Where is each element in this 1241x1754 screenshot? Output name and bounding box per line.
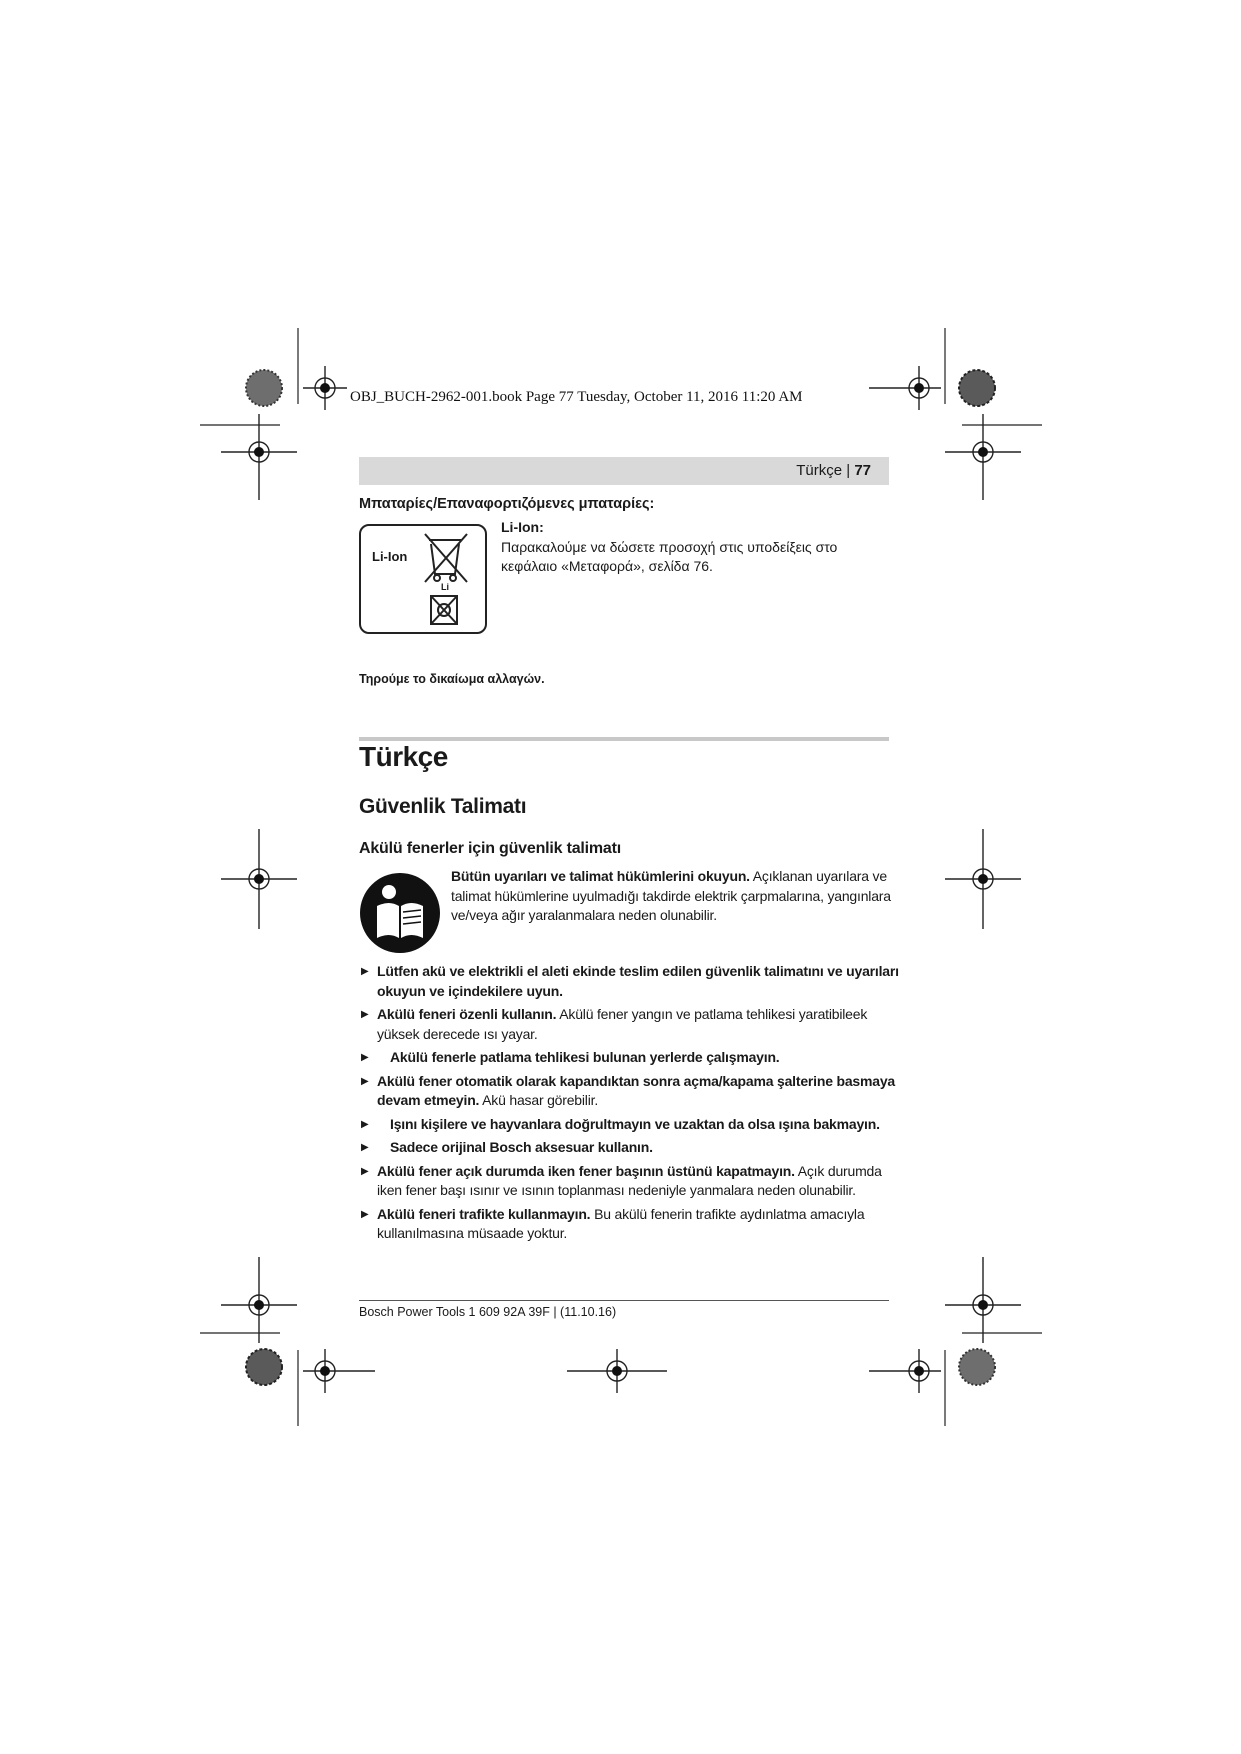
footer-text: Bosch Power Tools 1 609 92A 39F | (11.10.16) bbox=[359, 1305, 617, 1319]
flashlight-safety-heading: Akülü fenerler için güvenlik talimatı bbox=[359, 840, 622, 857]
liion-disposal-symbol-box bbox=[359, 524, 487, 634]
list-item: ▶ Akülü fener otomatik olarak kapandıktan sonra açma/kapama şalterine basmaya devam etmeyin. Akü hasar görebilir. bbox=[359, 1072, 899, 1111]
language-title: Türkçe bbox=[359, 741, 448, 772]
intro-paragraph bbox=[451, 867, 891, 926]
print-header: OBJ_BUCH-2962-001.book Page 77 Tuesday, October 11, 2016 11:20 AM bbox=[350, 389, 803, 405]
list-item: ▶ Akülü feneri trafikte kullanmayın. Bu akülü fenerin trafikte aydınlatma amacıyla kullanılmasına müsaade yoktur. bbox=[359, 1205, 899, 1244]
battery-heading: Μπαταρίες/Επαναφορτιζόμενες μπαταρίες: bbox=[359, 496, 655, 512]
rights-reserved-note: Τηρούμε το δικαίωμα αλλαγών. bbox=[359, 672, 545, 686]
liion-title: Li-Ion: bbox=[501, 519, 544, 535]
footer-rule bbox=[359, 1300, 889, 1301]
running-head-label: Türkçe | bbox=[796, 462, 855, 479]
intro-bold: Bütün uyarıları ve talimat hükümlerini okuyun. bbox=[451, 868, 750, 884]
list-item: ▶ Akülü feneri özenli kullanın. Akülü fener yangın ve patlama tehlikesi yaratibileek yüksek derecede ısı yayar. bbox=[359, 1005, 899, 1044]
li-mark: Li bbox=[441, 582, 449, 592]
list-item: ▶ Akülü fenerle patlama tehlikesi bulunan yerlerde çalışmayın. bbox=[359, 1048, 899, 1068]
list-item: ▶ Lütfen akü ve elektrikli el aleti ekinde teslim edilen güvenlik talimatını ve uyarıları okuyun ve içindekilere uyun. bbox=[359, 962, 899, 1001]
read-manual-icon bbox=[359, 872, 441, 954]
list-item: ▶ Sadece orijinal Bosch aksesuar kullanın. bbox=[359, 1138, 899, 1158]
page-number: 77 bbox=[854, 462, 871, 479]
running-head bbox=[359, 457, 889, 485]
crossed-bin-icon bbox=[361, 526, 485, 632]
liion-text: Παρακαλούμε να δώσετε προσοχή στις υποδείξεις στο κεφάλαιο «Μεταφορά», σελίδα 76. bbox=[501, 539, 838, 574]
safety-title: Güvenlik Talimatı bbox=[359, 795, 527, 818]
list-item: ▶ Işını kişilere ve hayvanlara doğrultmayın ve uzaktan da olsa ışına bakmayın. bbox=[359, 1115, 899, 1135]
list-item: ▶ Akülü fener açık durumda iken fener başının üstünü kapatmayın. Açık durumda iken fener başı ısınır ve ısının toplanması nedeniyle yanmalara neden olunabilir. bbox=[359, 1162, 899, 1201]
safety-bullet-list bbox=[359, 962, 899, 1248]
intro-text: Açıklanan uyarılara ve talimat hükümlerine uyulmadığı takdirde elektrik çarpmalarına, yangınlara ve/veya ağır yaralanmalara neden olunabilir. bbox=[451, 868, 891, 923]
liion-box-label: Li-Ion bbox=[372, 549, 408, 564]
